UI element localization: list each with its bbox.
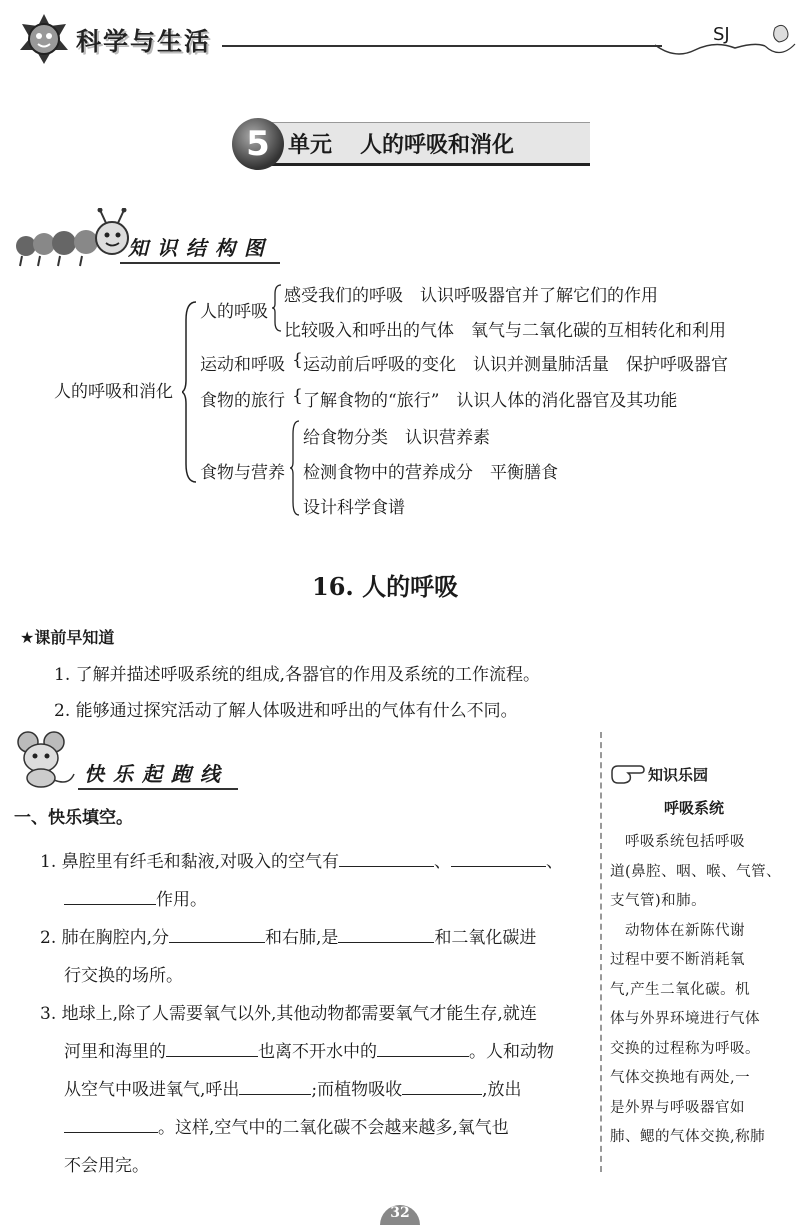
- question-text: 和右肺,是: [265, 928, 339, 948]
- tree-root: 人的呼吸和消化: [54, 382, 173, 402]
- pointing-hand-icon: [610, 762, 646, 786]
- knowledge-section-label: 知识结构图: [128, 236, 273, 260]
- unit-title: 人的呼吸和消化: [360, 133, 515, 158]
- exercise-section-label: 快乐起跑线: [84, 762, 229, 786]
- sidebar-subheading: 呼吸系统: [664, 799, 725, 817]
- question-text: ;而植物吸收: [311, 1080, 403, 1100]
- answer-blank[interactable]: [339, 850, 434, 867]
- sidebar-line: 气,产生二氧化碳。机: [610, 981, 751, 998]
- answer-blank[interactable]: [402, 1078, 482, 1095]
- sidebar-paragraph: [610, 828, 792, 1153]
- tree-item: 运动前后呼吸的变化 认识并测量肺活量 保护呼吸器官: [303, 355, 728, 375]
- lesson-title: 16. 人的呼吸: [312, 572, 459, 601]
- question-text: 和二氧化碳进: [434, 928, 537, 948]
- goal-item: 2. 能够通过探究活动了解人体吸进和呼出的气体有什么不同。: [54, 701, 518, 721]
- tree-item: 比较吸入和呼出的气体 氧气与二氧化碳的互相转化和利用: [284, 321, 726, 341]
- answer-blank[interactable]: [451, 850, 546, 867]
- sidebar-heading: 知识乐园: [648, 766, 709, 784]
- question-text: 河里和海里的: [64, 1042, 166, 1062]
- tree-item: 感受我们的呼吸 认识呼吸器官并了解它们的作用: [284, 286, 658, 306]
- tree-item: 检测食物中的营养成分 平衡膳食: [303, 463, 558, 483]
- unit-label: 单元: [288, 133, 333, 158]
- page-number: 32: [380, 1205, 420, 1225]
- tree-brace-glyph: {: [292, 350, 303, 370]
- tree-branch-brace: [271, 284, 283, 332]
- question-text: ,放出: [482, 1080, 522, 1100]
- column-divider: [600, 732, 602, 1172]
- answer-blank[interactable]: [166, 1040, 258, 1057]
- question-text: 。这样,空气中的二氧化碳不会越来越多,氧气也: [158, 1118, 509, 1138]
- sidebar-line: 呼吸系统包括呼吸: [610, 834, 745, 850]
- tree-root-brace: [182, 300, 198, 484]
- question-3-line-5: 不会用完。: [64, 1156, 149, 1176]
- tree-branch-breathing: 人的呼吸: [200, 302, 268, 322]
- question-2-line-2: 行交换的场所。: [64, 966, 183, 986]
- goal-item: 1. 了解并描述呼吸系统的组成,各器官的作用及系统的工作流程。: [54, 665, 541, 685]
- sidebar-line: 交换的过程称为呼吸。: [610, 1040, 760, 1057]
- tree-item: 给食物分类 认识营养素: [303, 428, 490, 448]
- question-text: 也离不开水中的: [258, 1042, 377, 1062]
- header-rule: [222, 45, 662, 47]
- tree-item: 设计科学食谱: [303, 498, 405, 518]
- mouse-mascot-icon: [14, 730, 76, 788]
- question-text: 从空气中吸进氧气,呼出: [64, 1080, 240, 1100]
- question-1-line-1: [40, 847, 563, 872]
- exercise-section-underline: [78, 788, 238, 790]
- sidebar-line: 道(鼻腔、咽、喉、气管、: [610, 863, 782, 880]
- question-1-line-2: [64, 885, 207, 910]
- question-text: 1. 鼻腔里有纤毛和黏液,对吸入的空气有: [40, 852, 340, 872]
- series-code: SJ: [713, 24, 730, 45]
- separator: 、: [546, 852, 564, 872]
- sidebar-line: 气体交换地有两处,一: [610, 1070, 751, 1086]
- sidebar-line: 体与外界环境进行气体: [610, 1011, 760, 1027]
- sidebar-line: 动物体在新陈代谢: [610, 922, 745, 939]
- brand-title: 科学与生活: [76, 27, 212, 56]
- knowledge-section-underline: [120, 262, 280, 264]
- answer-blank[interactable]: [338, 926, 434, 943]
- question-3-line-2: [64, 1037, 554, 1062]
- tree-branch-food-nutrition: 食物与营养: [200, 463, 285, 483]
- sidebar-line: 过程中要不断消耗氧: [610, 952, 745, 968]
- tree-branch-brace: [289, 420, 301, 516]
- separator: 、: [434, 852, 452, 872]
- tree-brace-glyph: {: [292, 386, 303, 406]
- sidebar-line: 肺、鳃的气体交换,称肺: [610, 1129, 766, 1145]
- preview-heading: ★课前早知道: [20, 628, 115, 647]
- mascot-logo-icon: [16, 10, 72, 66]
- question-3-line-3: [64, 1075, 522, 1100]
- question-text: 2. 肺在胸腔内,分: [40, 928, 170, 948]
- question-3-line-4: [64, 1113, 509, 1138]
- answer-blank[interactable]: [169, 926, 265, 943]
- answer-blank[interactable]: [64, 1116, 158, 1133]
- answer-blank[interactable]: [377, 1040, 469, 1057]
- question-3-line-1: 3. 地球上,除了人需要氧气以外,其他动物都需要氧气才能生存,就连: [40, 1004, 537, 1024]
- tree-branch-food-travel: 食物的旅行: [200, 391, 285, 411]
- sidebar-line: 是外界与呼吸器官如: [610, 1099, 745, 1116]
- unit-number-badge: 5: [232, 118, 284, 170]
- question-text: 。人和动物: [469, 1042, 554, 1062]
- sidebar-line: 支气管)和肺。: [610, 893, 707, 909]
- tree-item: 了解食物的“旅行” 认识人体的消化器官及其功能: [303, 391, 678, 411]
- question-text: 作用。: [156, 890, 207, 910]
- tree-branch-exercise: 运动和呼吸: [200, 355, 285, 375]
- answer-blank[interactable]: [239, 1078, 311, 1095]
- question-2-line-1: [40, 923, 536, 948]
- caterpillar-icon: [12, 208, 142, 270]
- answer-blank[interactable]: [64, 888, 156, 905]
- fill-in-heading: 一、快乐填空。: [14, 808, 133, 828]
